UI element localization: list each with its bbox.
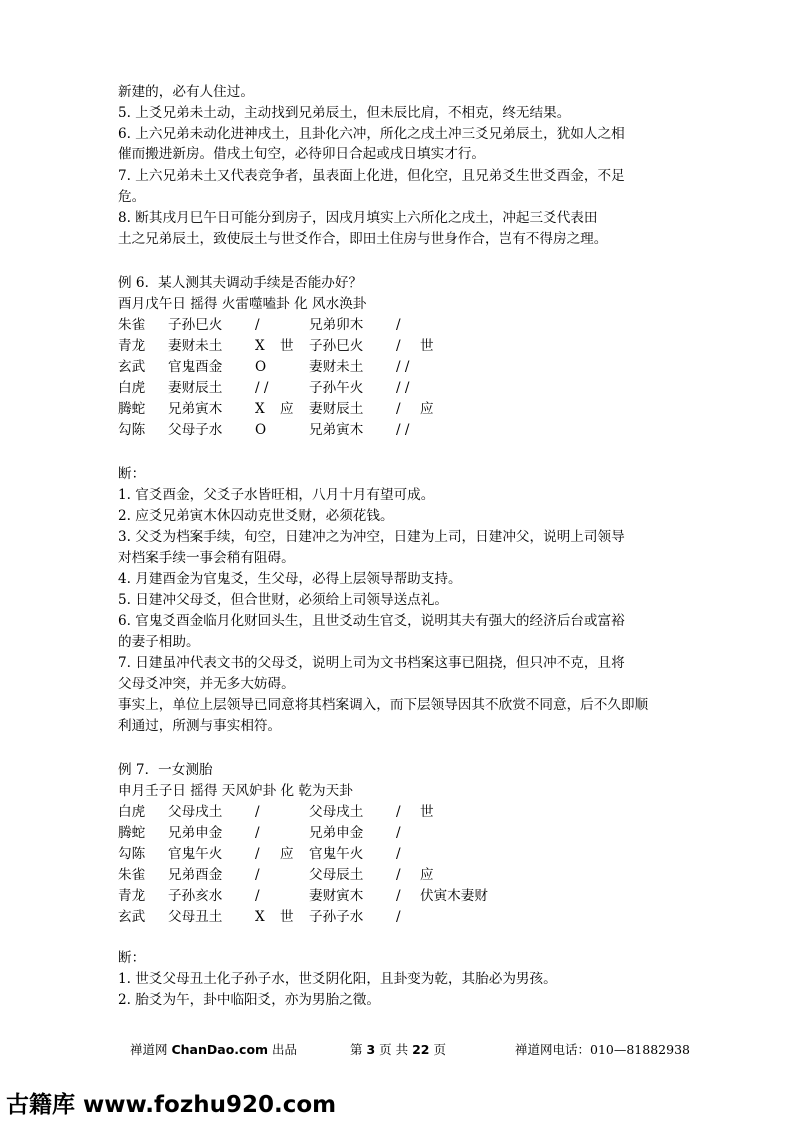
hexagram-cell-original-line: 子孙亥水	[168, 888, 223, 904]
text-line: 对档案手续一事会稍有阻碍。	[118, 550, 295, 566]
hexagram-cell-original-line: 妻财辰土	[168, 380, 223, 396]
text-line: 断：	[118, 950, 146, 966]
hexagram-cell-changed-line: 子孙午火	[309, 380, 364, 396]
hexagram-cell-note: 伏寅木妻财	[420, 888, 488, 904]
hexagram-cell-line-mark: O	[255, 359, 267, 375]
footer-publisher-suffix: 出品	[268, 1042, 298, 1057]
hexagram-row	[118, 844, 678, 864]
hexagram-cell-position-god: 青龙	[118, 338, 146, 354]
hexagram-row	[118, 420, 678, 440]
hexagram-row	[118, 907, 678, 927]
hexagram-row	[118, 865, 678, 885]
footer-publisher-prefix: 禅道网	[130, 1042, 172, 1057]
text-line: 6. 上六兄弟未动化进神戌土，且卦化六冲，所化之戌土冲三爻兄弟辰土，犹如人之相	[118, 126, 625, 142]
hexagram-cell-shi-ying: 世	[280, 338, 294, 354]
hexagram-cell-original-line: 兄弟申金	[168, 825, 223, 841]
hexagram-row	[118, 802, 678, 822]
footer-page-total: 22	[412, 1042, 430, 1057]
text-line: 催而搬进新房。借戌土旬空，必待卯日合起或戌日填实才行。	[118, 146, 486, 162]
hexagram-cell-changed-mark: /	[396, 401, 401, 417]
hexagram-cell-line-mark: /	[255, 846, 260, 862]
text-line: 1. 世爻父母丑土化子孙子水，世爻阴化阳，且卦变为乾，其胎必为男孩。	[118, 971, 557, 987]
hexagram-cell-position-god: 朱雀	[118, 317, 146, 333]
hexagram-cell-shi-ying: 应	[280, 401, 294, 417]
footer-publisher-site: ChanDao.com	[171, 1042, 269, 1057]
hexagram-cell-original-line: 子孙巳火	[168, 317, 223, 333]
text-line: 申月壬子日 摇得 天风妒卦 化 乾为天卦	[118, 783, 353, 799]
hexagram-cell-position-god: 玄武	[118, 359, 146, 375]
footer-page-middle: 页 共	[375, 1042, 413, 1057]
hexagram-cell-changed-mark: /	[396, 804, 401, 820]
hexagram-cell-original-line: 兄弟寅木	[168, 401, 223, 417]
hexagram-cell-line-mark: /	[255, 317, 260, 333]
text-line: 3. 父爻为档案手续，旬空，日建冲之为冲空，日建为上司，日建冲父，说明上司领导	[118, 529, 625, 545]
text-line: 6. 官鬼爻酉金临月化财回头生，且世爻动生官爻，说明其夫有强大的经济后台或富裕	[118, 613, 625, 629]
hexagram-cell-line-mark: /	[255, 804, 260, 820]
hexagram-cell-line-mark: X	[255, 909, 265, 925]
hexagram-cell-changed-line: 父母辰土	[309, 867, 364, 883]
hexagram-cell-original-line: 妻财未土	[168, 338, 223, 354]
hexagram-cell-original-line: 官鬼酉金	[168, 359, 223, 375]
hexagram-cell-original-line: 父母戌土	[168, 804, 223, 820]
hexagram-cell-changed-line: 妻财未土	[309, 359, 364, 375]
hexagram-cell-note: 世	[420, 338, 434, 354]
hexagram-cell-changed-mark: /	[396, 825, 401, 841]
hexagram-cell-changed-line: 妻财辰土	[309, 401, 364, 417]
footer-page-prefix: 第	[350, 1042, 367, 1057]
hexagram-cell-line-mark: /	[255, 825, 260, 841]
text-line: 土之兄弟辰土，致使辰土与世爻作合，即田土住房与世身作合，岂有不得房之理。	[118, 231, 608, 247]
hexagram-cell-line-mark: X	[255, 401, 265, 417]
hexagram-cell-changed-mark: / /	[396, 422, 410, 438]
hexagram-cell-changed-mark: /	[396, 867, 401, 883]
watermark-site: 古籍库 www.fozhu920.com	[6, 1092, 337, 1118]
hexagram-cell-changed-line: 父母戌土	[309, 804, 364, 820]
hexagram-cell-changed-line: 子孙子水	[309, 909, 364, 925]
hexagram-cell-changed-mark: /	[396, 338, 401, 354]
text-line: 7. 上六兄弟未土又代表竞争者，虽表面上化进，但化空，且兄弟爻生世爻酉金，不足	[118, 168, 625, 184]
hexagram-cell-changed-mark: /	[396, 909, 401, 925]
hexagram-cell-changed-line: 兄弟寅木	[309, 422, 364, 438]
hexagram-cell-changed-mark: / /	[396, 380, 410, 396]
hexagram-cell-changed-mark: /	[396, 888, 401, 904]
hexagram-cell-position-god: 白虎	[118, 380, 146, 396]
hexagram-cell-position-god: 青龙	[118, 888, 146, 904]
footer-page-suffix: 页	[429, 1042, 446, 1057]
hexagram-cell-position-god: 玄武	[118, 909, 146, 925]
text-line: 的妻子相助。	[118, 634, 200, 650]
hexagram-cell-position-god: 朱雀	[118, 867, 146, 883]
hexagram-cell-changed-mark: /	[396, 846, 401, 862]
text-line: 例 6．某人测其夫调动手续是否能办好？	[118, 275, 363, 291]
hexagram-cell-shi-ying: 世	[280, 909, 294, 925]
hexagram-cell-changed-line: 官鬼午火	[309, 846, 364, 862]
text-line: 2. 胎爻为午，卦中临阳爻，亦为男胎之徵。	[118, 992, 380, 1008]
text-line: 父母爻冲突，并无多大妨碍。	[118, 676, 295, 692]
hexagram-cell-note: 世	[420, 804, 434, 820]
hexagram-cell-line-mark: /	[255, 888, 260, 904]
hexagram-cell-note: 应	[420, 401, 434, 417]
hexagram-cell-changed-mark: / /	[396, 359, 410, 375]
text-line: 5. 上爻兄弟未土动，主动找到兄弟辰土，但未辰比肩，不相克，终无结果。	[118, 105, 571, 121]
hexagram-cell-changed-line: 兄弟卯木	[309, 317, 364, 333]
text-line: 2. 应爻兄弟寅木休囚动克世爻财，必须花钱。	[118, 508, 394, 524]
text-line: 例 7．一女测胎	[118, 762, 213, 778]
hexagram-cell-shi-ying: 应	[280, 846, 294, 862]
hexagram-row	[118, 378, 678, 398]
text-line: 新建的，必有人住过。	[118, 84, 254, 100]
hexagram-row	[118, 886, 678, 906]
hexagram-cell-changed-mark: /	[396, 317, 401, 333]
hexagram-cell-changed-line: 兄弟申金	[309, 825, 364, 841]
hexagram-cell-line-mark: X	[255, 338, 265, 354]
footer-page-current: 3	[366, 1042, 376, 1057]
footer-publisher	[130, 1040, 297, 1058]
text-line: 断：	[118, 466, 146, 482]
hexagram-cell-changed-line: 子孙巳火	[309, 338, 364, 354]
text-line: 酉月戊午日 摇得 火雷噬嗑卦 化 风水涣卦	[118, 296, 367, 312]
text-line: 7. 日建虽冲代表文书的父母爻，说明上司为文书档案这事已阻挠，但只冲不克，且将	[118, 655, 625, 671]
hexagram-cell-position-god: 白虎	[118, 804, 146, 820]
hexagram-cell-original-line: 父母子水	[168, 422, 223, 438]
text-line: 4. 月建酉金为官鬼爻，生父母，必得上层领导帮助支持。	[118, 571, 462, 587]
footer-page-number	[350, 1040, 446, 1058]
hexagram-cell-line-mark: O	[255, 422, 267, 438]
text-line: 1. 官爻酉金，父爻子水皆旺相，八月十月有望可成。	[118, 487, 435, 503]
hexagram-row	[118, 336, 678, 356]
hexagram-row	[118, 315, 678, 335]
text-line: 危。	[118, 189, 146, 205]
text-line: 8. 断其戌月巳午日可能分到房子，因戌月填实上六所化之戌土，冲起三爻代表田	[118, 210, 598, 226]
hexagram-row	[118, 823, 678, 843]
hexagram-cell-original-line: 父母丑土	[168, 909, 223, 925]
hexagram-cell-position-god: 勾陈	[118, 422, 146, 438]
text-line: 利通过，所测与事实相符。	[118, 718, 282, 734]
hexagram-cell-position-god: 勾陈	[118, 846, 146, 862]
hexagram-cell-changed-line: 妻财寅木	[309, 888, 364, 904]
hexagram-cell-position-god: 腾蛇	[118, 825, 146, 841]
hexagram-cell-line-mark: /	[255, 867, 260, 883]
hexagram-cell-position-god: 腾蛇	[118, 401, 146, 417]
text-line: 事实上，单位上层领导已同意将其档案调入，而下层领导因其不欣赏不同意，后不久即顺	[118, 697, 649, 713]
hexagram-cell-original-line: 兄弟酉金	[168, 867, 223, 883]
hexagram-cell-original-line: 官鬼午火	[168, 846, 223, 862]
hexagram-cell-line-mark: / /	[255, 380, 269, 396]
hexagram-row	[118, 357, 678, 377]
footer-phone: 禅道网电话：010—81882938	[515, 1042, 690, 1057]
text-line: 5. 日建冲父母爻，但合世财，必须给上司领导送点礼。	[118, 592, 448, 608]
hexagram-cell-note: 应	[420, 867, 434, 883]
hexagram-row	[118, 399, 678, 419]
